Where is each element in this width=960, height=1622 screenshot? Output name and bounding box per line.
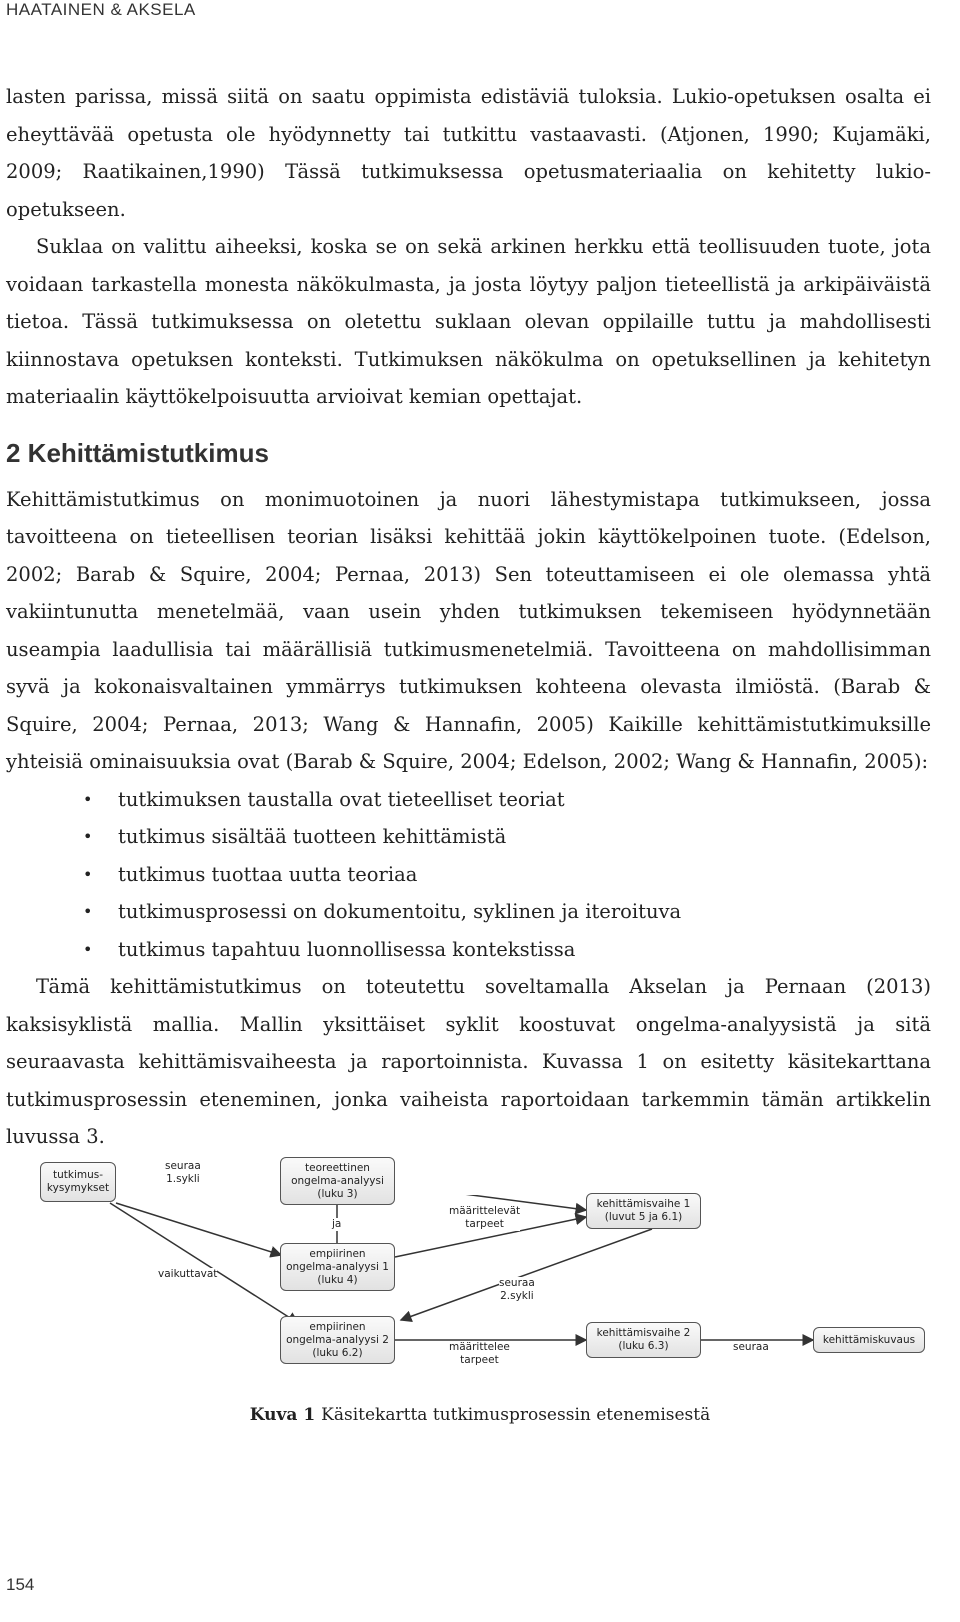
- label-determining-needs: määrittelevät tarpeet: [449, 1205, 521, 1230]
- box-theoretical-analysis: teoreettinen ongelma-analyysi (luku 3): [280, 1157, 395, 1205]
- box-development-phase-1: kehittämisvaihe 1 (luvut 5 ja 6.1): [586, 1193, 701, 1229]
- paragraph-chocolate-topic: Suklaa on valittu aiheeksi, koska se on sekä arkinen herkku että teollisuuden tuote, jota voidaan tarkastella monesta näkökulmasta, ja josta löytyy paljon tieteellistä ja arkipäiväistä tietoa. Tässä tutkimuksessa on oletettu suklaan olevan oppilaille tuttu ja mahdollisesti kiinnostava opetuksen konteksti. Tutkimuksen näkökulma on opetuksellinen ja kehitetyn materiaalin käyttökelpoisuutta arvioivat kemian opettajat.: [6, 235, 931, 408]
- caption-text: Käsitekartta tutkimusprosessin etenemisestä: [321, 1405, 711, 1425]
- list-item-text: tutkimuksen taustalla ovat tieteelliset teoriat: [118, 787, 565, 811]
- label-follows-cycle2: seuraa 2.sykli: [499, 1277, 535, 1302]
- label-and: ja: [332, 1218, 342, 1230]
- bullet-icon: •: [83, 939, 93, 959]
- design-research-features-list: [6, 781, 931, 969]
- page-number: 154: [6, 1575, 35, 1594]
- label-follows: seuraa: [733, 1341, 769, 1353]
- bullet-icon: •: [83, 827, 93, 846]
- box-development-description: kehittämiskuvaus: [813, 1327, 925, 1353]
- list-item: [6, 931, 931, 969]
- list-item-text: tutkimusprosessi on dokumentoitu, syklinen ja iteroituva: [118, 900, 682, 923]
- list-item: [6, 893, 931, 931]
- running-header: HAATAINEN & AKSELA: [6, 0, 196, 19]
- list-item-text: tutkimus tuottaa uutta teoriaa: [118, 862, 418, 886]
- caption-label: Kuva 1: [249, 1405, 316, 1425]
- bullet-icon: •: [83, 902, 93, 921]
- label-determines-needs: määrittelee tarpeet: [449, 1341, 510, 1366]
- box-empirical-analysis-2: empiirinen ongelma-analyysi 2 (luku 6.2): [280, 1316, 395, 1364]
- section-heading: 2 Kehittämistutkimus: [6, 437, 269, 468]
- bullet-icon: •: [83, 864, 93, 884]
- box-empirical-analysis-1: empiirinen ongelma-analyysi 1 (luku 4): [280, 1243, 395, 1291]
- paragraph-design-research: Kehittämistutkimus on monimuotoinen ja nuori lähestymistapa tutkimukseen, jossa tavoitteena on tieteellisen teorian lisäksi kehittää jokin käyttökelpoinen tuote. (Edelson, 2002; Barab & Squire, 2004; Pernaa, 2013) Sen toteuttamiseen ei ole olemassa yhtä vakiintunutta menetelmää, vaan usein yhden tutkimuksen tekemiseen hyödynnetään useampia laadullisia tai määrällisiä tutkimusmenetelmiä. Tavoitteena on mahdollisimman syvä ja kokonaisvaltainen ymmärrys tutkimuksen kohteena olevasta ilmiöstä. (Barab & Squire, 2004; Pernaa, 2013; Wang & Hannafin, 2005) Kaikille kehittämistutkimuksille yhteisiä ominaisuuksia ovat (Barab & Squire, 2004; Edelson, 2002; Wang & Hannafin, 2005):: [6, 487, 931, 773]
- label-follows-cycle1: seuraa 1.sykli: [165, 1160, 201, 1185]
- connector-development1-empirical2: [401, 1229, 652, 1320]
- list-item: [6, 856, 931, 894]
- connector-questions-empirical2: [110, 1203, 298, 1323]
- box-development-phase-2: kehittämisvaihe 2 (luku 6.3): [586, 1322, 701, 1358]
- box-research-questions: tutkimus- kysymykset: [40, 1162, 116, 1202]
- list-item-text: tutkimus sisältää tuotteen kehittämistä: [118, 825, 507, 848]
- paragraph-intro-continuation: lasten parissa, missä siitä on saatu oppimista edistäviä tuloksia. Lukio-opetuksen osalta ei eheyttävää opetusta ole hyödynnetty tai tutkittu vastaavasti. (Atjonen, 1990; Kujamäki, 2009; Raatikainen,1990) Tässä tutkimuksessa opetusmateriaalia on kehitetty lukio-opetukseen.: [6, 85, 931, 221]
- list-item-text: tutkimus tapahtuu luonnollisessa kontekstissa: [118, 937, 576, 961]
- article-body: [6, 78, 931, 1156]
- bullet-icon: •: [83, 789, 93, 809]
- connector-questions-empirical1: [116, 1203, 281, 1255]
- figure-caption: [0, 1405, 960, 1425]
- list-item: [6, 781, 931, 819]
- list-item: [6, 818, 931, 856]
- paragraph-model-description: Tämä kehittämistutkimus on toteutettu soveltamalla Akselan ja Pernaan (2013) kaksisyklistä mallia. Mallin yksittäiset syklit koostuvat ongelma-analyysistä ja sitä seuraavasta kehittämisvaiheesta ja raportoinnista. Kuvassa 1 on esitetty käsitekarttana tutkimusprosessin eteneminen, jonka vaiheista raportoidaan tarkemmin tämän artikkelin luvussa 3.: [6, 975, 931, 1148]
- label-influences: vaikuttavat: [158, 1268, 218, 1280]
